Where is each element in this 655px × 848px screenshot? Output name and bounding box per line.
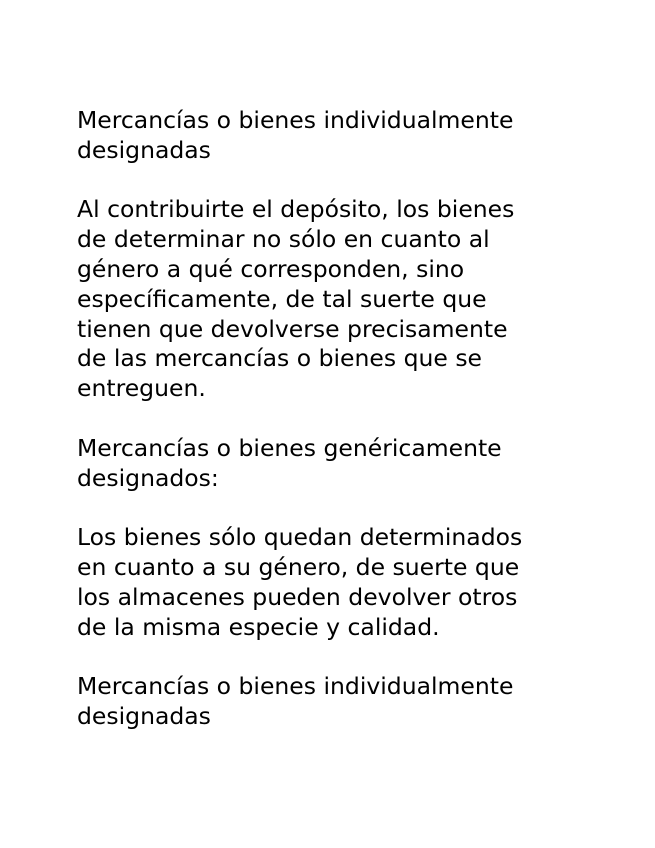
paragraph-individual-goods-description: Al contribuirte el depósito, los bienes de determinar no sólo en cuanto al género a qué corresponden, sino específicamente, de tal suerte que tienen que devolverse precisamente de las mercancías o bienes que se entreguen. bbox=[77, 195, 515, 403]
document-page bbox=[77, 106, 637, 732]
heading-individual-goods-repeat: Mercancías o bienes individualmente designadas bbox=[77, 672, 514, 730]
paragraph-generic-goods-description: Los bienes sólo quedan determinados en cuanto a su género, de suerte que los almacenes pueden devolver otros de la misma especie y calidad. bbox=[77, 523, 523, 641]
paragraph-spacer bbox=[77, 166, 637, 196]
paragraph-spacer bbox=[77, 493, 637, 523]
paragraph-spacer bbox=[77, 642, 637, 672]
paragraph-spacer bbox=[77, 404, 637, 434]
heading-generic-goods: Mercancías o bienes genéricamente designados: bbox=[77, 433, 502, 492]
heading-individual-goods: Mercancías o bienes individualmente designadas bbox=[77, 106, 514, 164]
